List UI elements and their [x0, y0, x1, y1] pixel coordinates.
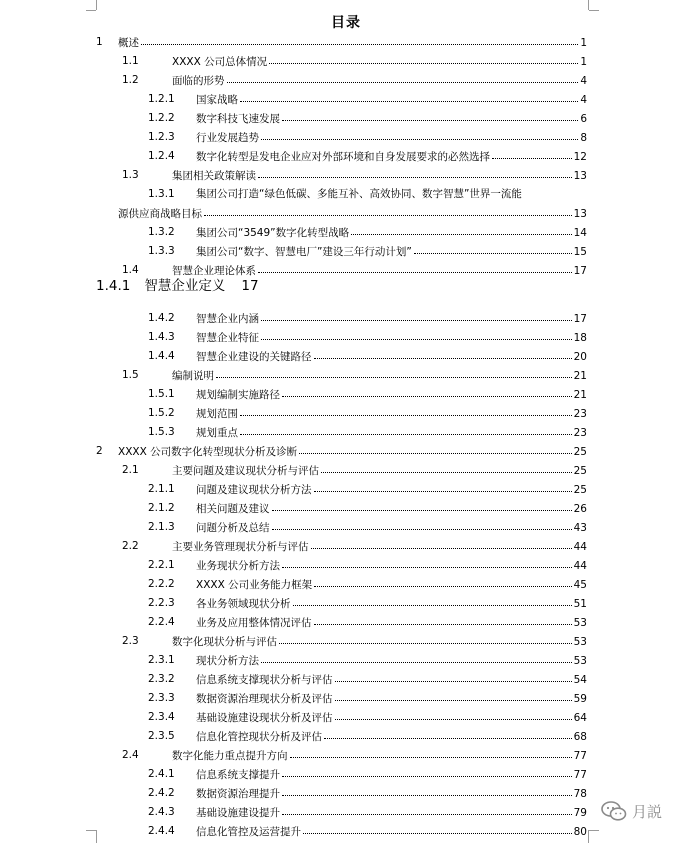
- wechat-icon: [600, 800, 628, 822]
- toc-entry-page: 20: [573, 351, 587, 363]
- toc-leader-dots: [324, 726, 572, 739]
- toc-entry-2-4-4[interactable]: [0, 822, 692, 840]
- toc-leader-dots: [351, 222, 572, 235]
- toc-entry-2-1-3[interactable]: [0, 518, 692, 536]
- toc-leader-dots: [261, 650, 572, 663]
- toc-entry-number: 2.3.5: [148, 730, 175, 742]
- toc-leader-dots: [299, 441, 572, 454]
- toc-entry-2-2[interactable]: [0, 537, 692, 555]
- toc-leader-dots: [240, 403, 572, 416]
- toc-entry-page: 21: [573, 370, 587, 382]
- toc-entry-title: 集团相关政策解读: [172, 170, 256, 182]
- toc-entry-2-2-3[interactable]: [0, 594, 692, 612]
- toc-entry-page: 4: [580, 75, 587, 87]
- toc-entry-title: 集团公司“3549”数字化转型战略: [196, 227, 350, 239]
- toc-entry-title: XXXX 公司业务能力框架: [196, 579, 313, 591]
- crop-mark-top-left-h: [86, 10, 96, 11]
- toc-entry-title: 集团公司打造“绿色低碳、多能互补、高效协同、数字智慧”世界一流能: [196, 188, 522, 200]
- toc-entry-title: 国家战略: [196, 94, 238, 106]
- toc-entry-title: 基础设施建设提升: [196, 807, 280, 819]
- toc-entry-page: 53: [573, 655, 587, 667]
- toc-entry-1-3-3[interactable]: [0, 242, 692, 260]
- toc-leader-dots: [258, 165, 572, 178]
- toc-entry-title: 集团公司“数字、智慧电厂”建设三年行动计划”: [196, 246, 412, 258]
- toc-leader-dots: [335, 707, 572, 720]
- toc-entry-title: 面临的形势: [172, 75, 225, 87]
- toc-leader-dots: [216, 365, 572, 378]
- toc-entry-number: 1.2.1: [148, 93, 175, 105]
- toc-entry-title: 规划重点: [196, 427, 238, 439]
- toc-entry-title: 主要业务管理现状分析与评估: [172, 541, 309, 553]
- toc-entry-title: 智慧企业内涵: [196, 313, 259, 325]
- toc-leader-dots: [272, 498, 572, 511]
- toc-leader-dots: [261, 127, 578, 140]
- toc-entry-continuation[interactable]: [0, 204, 692, 222]
- toc-entry-title: 规划编制实施路径: [196, 389, 280, 401]
- toc-entry-1-5-1[interactable]: [0, 385, 692, 403]
- toc-entry-1-5[interactable]: [0, 366, 692, 384]
- toc-entry-1-2-4[interactable]: [0, 147, 692, 165]
- toc-entry-number: 2.1: [122, 464, 139, 476]
- toc-entry-page: 78: [573, 788, 587, 800]
- toc-entry-number: 1.5.2: [148, 407, 175, 419]
- toc-entry-1-2[interactable]: [0, 71, 692, 89]
- toc-entry-page: 80: [573, 826, 587, 838]
- toc-entry-1-5-3[interactable]: [0, 423, 692, 441]
- toc-entry-page: 21: [573, 389, 587, 401]
- toc-entry-2-4-3[interactable]: [0, 803, 692, 821]
- toc-entry-number: 1: [96, 36, 103, 48]
- toc-entry-title: 智慧企业建设的关键路径: [196, 351, 312, 363]
- toc-leader-dots: [282, 108, 578, 121]
- toc-entry-number: 2: [96, 445, 103, 457]
- toc-entry-number: 2.4.4: [148, 825, 175, 837]
- toc-entry-number: 1.4.2: [148, 312, 175, 324]
- toc-entry-number: 1.5: [122, 369, 139, 381]
- watermark-text: 月説: [632, 802, 663, 821]
- toc-entry-number: 2.3.1: [148, 654, 175, 666]
- toc-entry-1-5-2[interactable]: [0, 404, 692, 422]
- crop-mark-top-left-v: [96, 0, 97, 10]
- toc-entry-2-2-4[interactable]: [0, 613, 692, 631]
- toc-entry-1-4-4[interactable]: [0, 347, 692, 365]
- toc-entry-title: 信息化管控现状分析及评估: [196, 731, 322, 743]
- toc-leader-dots: [321, 460, 572, 473]
- toc-entry-page: 77: [573, 769, 587, 781]
- toc-entry-page: 15: [573, 246, 587, 258]
- toc-entry-page: 77: [573, 750, 587, 762]
- toc-entry-page: 54: [573, 674, 587, 686]
- toc-entry-page: 1: [580, 56, 587, 68]
- toc-entry-number: 2.3.2: [148, 673, 175, 685]
- toc-entry-page: 64: [573, 712, 587, 724]
- toc-entry-page: 23: [573, 408, 587, 420]
- toc-entry-number: 2.4.2: [148, 787, 175, 799]
- toc-leader-dots: [240, 422, 572, 435]
- toc-entry-page: 44: [573, 560, 587, 572]
- toc-entry-number: 2.2.3: [148, 597, 175, 609]
- toc-entry-title: XXXX 公司总体情况: [172, 56, 268, 68]
- toc-entry-title: 概述: [118, 37, 139, 49]
- toc-title: 目录: [331, 15, 361, 31]
- watermark: [600, 800, 662, 822]
- toc-entry-2-1-2[interactable]: [0, 499, 692, 517]
- toc-entry-1-1[interactable]: [0, 52, 692, 70]
- toc-entry-1-2-2[interactable]: [0, 109, 692, 127]
- toc-entry-number: 1.3.3: [148, 245, 175, 257]
- toc-entry-title: 数据资源治理现状分析及评估: [196, 693, 333, 705]
- toc-entry-2-4-2[interactable]: [0, 784, 692, 802]
- toc-entry-title: 信息系统支撑现状分析与评估: [196, 674, 333, 686]
- toc-entry-2-4-1[interactable]: [0, 765, 692, 783]
- toc-entry-2[interactable]: [0, 442, 692, 460]
- toc-entry-number: 1.2.4: [148, 150, 175, 162]
- toc-entry-number: 2.4: [122, 749, 139, 761]
- toc-entry-title: 信息系统支撑提升: [196, 769, 280, 781]
- toc-entry-title: 各业务领域现状分析: [196, 598, 291, 610]
- toc-leader-dots: [261, 327, 572, 340]
- toc-entry-number: 2.3.3: [148, 692, 175, 704]
- toc-entry-page: 14: [573, 227, 587, 239]
- toc-leader-dots: [314, 346, 572, 359]
- toc-leader-dots: [261, 308, 572, 321]
- toc-entry-number: 2.4.1: [148, 768, 175, 780]
- toc-leader-dots: [314, 479, 572, 492]
- toc-entry-title: 规划范围: [196, 408, 238, 420]
- toc-entry-title: 问题分析及总结: [196, 522, 270, 534]
- toc-entry-1[interactable]: [0, 33, 692, 51]
- toc-entry-number: 2.1.1: [148, 483, 175, 495]
- toc-entry-1-4-2[interactable]: [0, 309, 692, 327]
- toc-entry-title: 现状分析方法: [196, 655, 259, 667]
- toc-leader-dots: [141, 32, 578, 45]
- toc-entry-number: 2.2.1: [148, 559, 175, 571]
- toc-entry-title: 数字科技飞速发展: [196, 113, 280, 125]
- toc-entry-number: 1.2: [122, 74, 139, 86]
- toc-entry-number: 1.4.3: [148, 331, 175, 343]
- toc-entry-number: 2.2.2: [148, 578, 175, 590]
- toc-entry-title: XXXX 公司数字化转型现状分析及诊断: [118, 446, 298, 458]
- toc-entry-number: 2.2: [122, 540, 139, 552]
- toc-entry-number: 1.3: [122, 169, 139, 181]
- toc-entry-number: 1.2.2: [148, 112, 175, 124]
- toc-entry-title: 问题及建议现状分析方法: [196, 484, 312, 496]
- toc-leader-dots: [293, 593, 572, 606]
- toc-entry-number: 2.1.3: [148, 521, 175, 533]
- toc-entry-2-2-1[interactable]: [0, 556, 692, 574]
- toc-leader-dots: [314, 574, 572, 587]
- toc-entry-title: 业务现状分析方法: [196, 560, 280, 572]
- toc-leader-dots: [282, 555, 572, 568]
- toc-entry-page: 25: [573, 465, 587, 477]
- toc-entry-number: 1.5.3: [148, 426, 175, 438]
- toc-entry-number: 1.4.4: [148, 350, 175, 362]
- toc-entry-title: 数字化转型是发电企业应对外部环境和自身发展要求的必然选择: [196, 151, 490, 163]
- toc-entry-title: 编制说明: [172, 370, 214, 382]
- toc-entry-number: 2.3.4: [148, 711, 175, 723]
- toc-entry-1-3-2[interactable]: [0, 223, 692, 241]
- toc-entry-number: 1.5.1: [148, 388, 175, 400]
- crop-mark-top-right-h: [589, 10, 599, 11]
- toc-entry-number: 2.3: [122, 635, 139, 647]
- toc-entry-page: 59: [573, 693, 587, 705]
- toc-entry-1-2-1[interactable]: [0, 90, 692, 108]
- toc-leader-dots: [314, 612, 572, 625]
- toc-entry-1-4-1[interactable]: [96, 276, 259, 296]
- crop-mark-top-right-v: [588, 0, 589, 10]
- toc-entry-page: 1: [580, 37, 587, 49]
- toc-entry-number: 1.1: [122, 55, 139, 67]
- toc-entry-title: 相关问题及建议: [196, 503, 270, 515]
- toc-entry-title: 智慧企业特征: [196, 332, 259, 344]
- toc-entry-2-1-1[interactable]: [0, 480, 692, 498]
- toc-entry-page: 17: [241, 278, 259, 294]
- toc-entry-page: 53: [573, 617, 587, 629]
- toc-entry-2-4[interactable]: [0, 746, 692, 764]
- toc-entry-page: 25: [573, 446, 587, 458]
- toc-leader-dots: [290, 745, 572, 758]
- toc-entry-page: 68: [573, 731, 587, 743]
- toc-leader-dots: [282, 783, 572, 796]
- toc-leader-dots: [282, 764, 572, 777]
- toc-entry-1-3[interactable]: [0, 166, 692, 184]
- toc-entry-title-continued: 源供应商战略目标: [118, 208, 202, 220]
- toc-leader-dots: [282, 384, 572, 397]
- toc-entry-number: 1.3.2: [148, 226, 175, 238]
- toc-entry-page: 6: [580, 113, 587, 125]
- toc-entry-page: 4: [580, 94, 587, 106]
- toc-entry-page: 12: [573, 151, 587, 163]
- toc-entry-2-3-2[interactable]: [0, 670, 692, 688]
- toc-entry-title: 智慧企业定义: [144, 278, 226, 294]
- toc-entry-title: 基础设施建设现状分析及评估: [196, 712, 333, 724]
- toc-entry-page: 53: [573, 636, 587, 648]
- toc-leader-dots: [492, 146, 572, 159]
- toc-entry-number: 1.2.3: [148, 131, 175, 143]
- toc-entry-title: 数字化现状分析与评估: [172, 636, 277, 648]
- toc-leader-dots: [303, 821, 572, 834]
- toc-entry-page: 17: [573, 265, 587, 277]
- toc-entry-number: 1.3.1: [148, 188, 175, 200]
- toc-entry-number: 1.4.1: [96, 278, 131, 294]
- toc-entry-page: 13: [573, 208, 587, 220]
- toc-entry-number: 2.4.3: [148, 806, 175, 818]
- toc-leader-dots: [335, 669, 572, 682]
- toc-entry-title: 数字化能力重点提升方向: [172, 750, 288, 762]
- toc-entry-1-3-1[interactable]: [0, 185, 692, 203]
- toc-entry-page: 51: [573, 598, 587, 610]
- toc-entry-1-4-3[interactable]: [0, 328, 692, 346]
- toc-entry-2-3-4[interactable]: [0, 708, 692, 726]
- toc-entry-2-3-5[interactable]: [0, 727, 692, 745]
- toc-leader-dots: [269, 51, 578, 64]
- toc-leader-dots: [335, 688, 572, 701]
- toc-entry-title: 信息化管控及运营提升: [196, 826, 301, 838]
- toc-entry-2-3-1[interactable]: [0, 651, 692, 669]
- toc-entry-number: 1.4: [122, 264, 139, 276]
- toc-entry-page: 45: [573, 579, 587, 591]
- toc-leader-dots: [258, 260, 572, 273]
- toc-leader-dots: [279, 631, 572, 644]
- toc-entry-page: 26: [573, 503, 587, 515]
- toc-entry-page: 8: [580, 132, 587, 144]
- toc-entry-2-3[interactable]: [0, 632, 692, 650]
- toc-leader-dots: [272, 517, 572, 530]
- toc-entry-1-2-3[interactable]: [0, 128, 692, 146]
- toc-entry-page: 23: [573, 427, 587, 439]
- toc-entry-page: 43: [573, 522, 587, 534]
- toc-leader-dots: [227, 70, 579, 83]
- toc-entry-title: 行业发展趋势: [196, 132, 259, 144]
- toc-entry-page: 13: [573, 170, 587, 182]
- toc-leader-dots: [204, 203, 572, 216]
- toc-entry-2-3-3[interactable]: [0, 689, 692, 707]
- toc-leader-dots: [311, 536, 572, 549]
- toc-entry-2-2-2[interactable]: [0, 575, 692, 593]
- toc-entry-title: 业务及应用整体情况评估: [196, 617, 312, 629]
- toc-leader-dots: [414, 241, 572, 254]
- toc-leader-dots: [282, 802, 572, 815]
- toc-entry-number: 2.2.4: [148, 616, 175, 628]
- toc-entry-page: 25: [573, 484, 587, 496]
- toc-entry-title: 智慧企业理论体系: [172, 265, 256, 277]
- toc-entry-title: 数据资源治理提升: [196, 788, 280, 800]
- toc-entry-page: 18: [573, 332, 587, 344]
- toc-entry-page: 79: [573, 807, 587, 819]
- toc-entry-title: 主要问题及建议现状分析与评估: [172, 465, 319, 477]
- toc-entry-2-1[interactable]: [0, 461, 692, 479]
- toc-leader-dots: [240, 89, 578, 102]
- toc-entry-page: 44: [573, 541, 587, 553]
- toc-entry-number: 2.1.2: [148, 502, 175, 514]
- toc-entry-page: 17: [573, 313, 587, 325]
